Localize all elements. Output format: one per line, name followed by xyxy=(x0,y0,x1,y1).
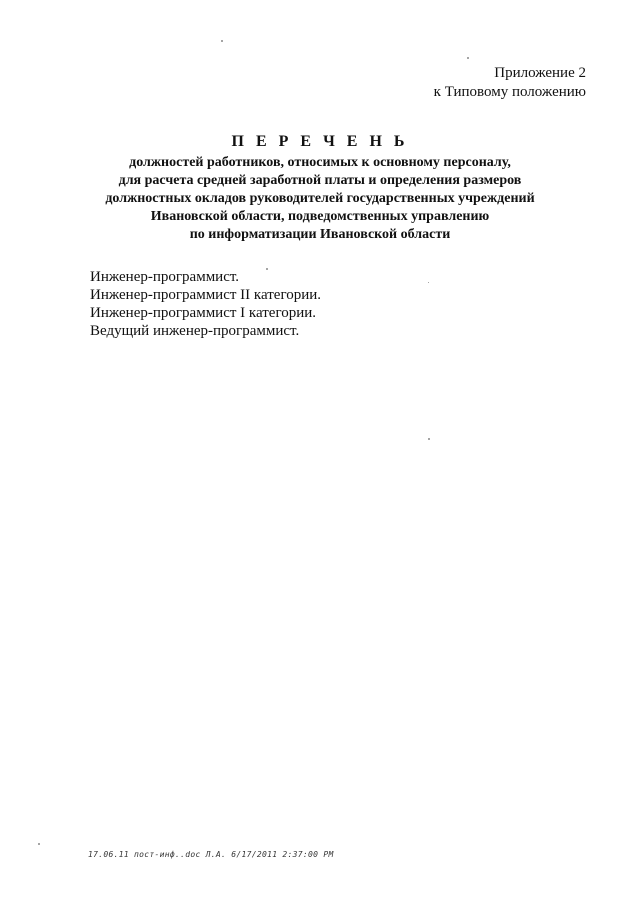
appendix-note xyxy=(434,64,586,102)
footer-file-info: 17.06.11 пост-инф..doc Л.А. 6/17/2011 2:37:00 PM xyxy=(88,850,334,859)
scan-speck xyxy=(467,57,469,59)
position-item: Инженер-программист I категории. xyxy=(90,305,317,321)
appendix-line-2: к Типовому положению xyxy=(433,84,586,100)
scan-speck xyxy=(221,40,223,42)
scan-speck xyxy=(428,438,430,440)
subtitle-line-1: должностей работников, относимых к основному персоналу, xyxy=(129,155,511,170)
scan-speck xyxy=(266,268,268,270)
subtitle-line-3: должностных окладов руководителей государственных учреждений xyxy=(105,191,535,206)
scan-speck xyxy=(428,282,429,283)
appendix-line-1: Приложение 2 xyxy=(494,65,586,81)
document-title: П Е Р Е Ч Е Н Ь xyxy=(231,133,409,150)
title-block xyxy=(0,132,640,244)
subtitle-line-4: Ивановской области, подведомственных управлению xyxy=(150,209,490,224)
position-item: Ведущий инженер-программист. xyxy=(90,323,300,339)
position-item: Инженер-программист II категории. xyxy=(90,287,322,303)
subtitle-line-2: для расчета средней заработной платы и определения размеров xyxy=(118,173,522,188)
positions-list xyxy=(90,268,321,340)
subtitle-line-5: по информатизации Ивановской области xyxy=(189,227,451,242)
position-item: Инженер-программист. xyxy=(90,269,240,285)
scan-speck xyxy=(38,843,40,845)
